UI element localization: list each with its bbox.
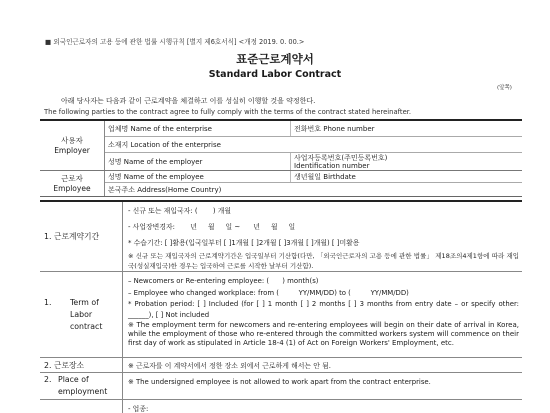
employer-rows	[105, 121, 522, 170]
job-industry-line: - 업종:	[128, 405, 149, 413]
employee-name-field: 성명 Name of the employee	[108, 172, 204, 181]
place-note-korean: ※ 근로자를 이 계약서에서 정한 장소 외에서 근로하게 해서는 안 됨.	[128, 362, 331, 370]
place-label-title: Place of employment	[58, 375, 108, 396]
place-label-english-text	[44, 374, 118, 398]
workplace-changer-term-line: - 사업장변경자: 년 월 일 ~ 년 월 일	[128, 223, 296, 231]
place-label-korean: 2. 근로장소	[40, 358, 123, 372]
place-label-number: 2.	[44, 375, 52, 384]
document-title-korean: 표준근로계약서	[236, 52, 314, 66]
place-label-english	[40, 373, 123, 399]
term-note-english: ※ The employment term for newcomers and re-entering employees will begin on their date of arrival in Korea, while the employment of those who re-entered through the committed workers system will commence on their first day of work as stipulated in Article 18-4 (1) of Act on Foreign Workers' Employment, etc.	[128, 321, 519, 347]
birthdate-label: 생년월일 Birthdate	[294, 172, 356, 181]
term-label-english-text	[44, 297, 120, 333]
term-content-english	[123, 272, 522, 357]
place-section-english	[40, 373, 522, 400]
phone-number-field	[290, 121, 522, 136]
employee-rows	[105, 171, 522, 196]
identification-number-label-korean: 사업자등록번호(주민등록번호)	[294, 153, 388, 162]
home-address-field: 본국주소 Address(Home Country)	[108, 185, 222, 194]
identification-number-field	[290, 153, 522, 170]
employer-block	[40, 121, 522, 171]
probation-line-english: * Probation period: [ ] Included (for [ ] 1 month [ ] 2 months [ ] 3 months from entry date – or specify other: ______), [ ] Not included	[128, 300, 519, 319]
term-section-english	[40, 272, 522, 358]
newcomer-term-line-english: – Newcomers or Re-entering employee: ( ) month(s)	[128, 277, 319, 285]
enterprise-name-field: 업체명 Name of the enterprise	[108, 124, 212, 133]
newcomer-term-line: - 신규 또는 재입국자: ( ) 개월	[128, 207, 232, 215]
document-title-english: Standard Labor Contract	[208, 69, 342, 80]
birthdate-field	[290, 171, 522, 182]
workplace-changer-term-line-english: – Employee who changed workplace: from ( YY/MM/DD) to ( YY/MM/DD)	[128, 289, 409, 297]
page-side-marker: (앞쪽)	[497, 85, 512, 91]
term-label-title: Term of Labor contract	[70, 297, 103, 331]
place-content-korean	[123, 358, 522, 372]
term-label-number: 1.	[44, 297, 52, 307]
employee-label-korean: 근로자	[61, 173, 83, 183]
employee-block	[40, 171, 522, 196]
enterprise-location-field: 소재지 Location of the enterprise	[108, 140, 221, 149]
place-section-korean	[40, 358, 522, 373]
place-note-english: ※ The undersigned employee is not allowed to work apart from the contract enterprise.	[128, 378, 431, 386]
intro-statement-english: The following parties to the contract agree to fully comply with the terms of the contract stated hereinafter.	[44, 108, 412, 116]
employer-label-english: Employer	[54, 145, 90, 155]
contract-terms-table	[40, 200, 522, 413]
place-content-english	[123, 373, 522, 399]
term-label-korean: 1. 근로계약기간	[40, 202, 123, 271]
employer-label	[40, 121, 105, 170]
employer-name-field: 성명 Name of the employer	[108, 157, 203, 166]
parties-table	[40, 119, 522, 197]
job-label	[40, 400, 123, 413]
intro-statement-korean: 아래 당사자는 다음과 같이 근로계약을 체결하고 이를 성실히 이행할 것을 약정한다.	[61, 97, 316, 105]
employer-label-korean: 사용자	[61, 135, 83, 145]
form-reference-note: ■ 외국인근로자의 고용 등에 관한 법률 시행규칙 [별지 제6호서식] <개정 2019. 0. 00.>	[45, 38, 305, 46]
job-content	[123, 400, 522, 413]
term-section-korean	[40, 202, 522, 272]
employer-row-name	[105, 153, 522, 170]
probation-line-korean: * 수습기간: [ ]활용(입국일부터 [ ]1개월 [ ]2개월 [ ]3개월 [ ]개월) [ ]미활용	[128, 239, 360, 247]
employee-row-name	[105, 171, 522, 183]
phone-number-label: 전화번호 Phone number	[294, 124, 375, 133]
employee-label-english: Employee	[53, 183, 91, 193]
identification-number-label-english: Identification number	[294, 161, 370, 170]
employer-row-enterprise	[105, 121, 522, 137]
term-label-english	[40, 272, 123, 357]
employee-row-address	[105, 183, 522, 196]
job-section	[40, 400, 522, 413]
term-note-korean: ※ 신규 또는 재입국자의 근로계약기간은 입국일부터 기산함(다만, 「외국인근로자의 고용 등에 관한 법률」 제18조의4제1항에 따라 재입국(성실재입국)한 경우는 입국하여 근로를 시작한 날부터 기산함).	[128, 252, 519, 270]
employer-row-location	[105, 137, 522, 153]
employee-label	[40, 171, 105, 196]
term-content-korean	[123, 202, 522, 271]
